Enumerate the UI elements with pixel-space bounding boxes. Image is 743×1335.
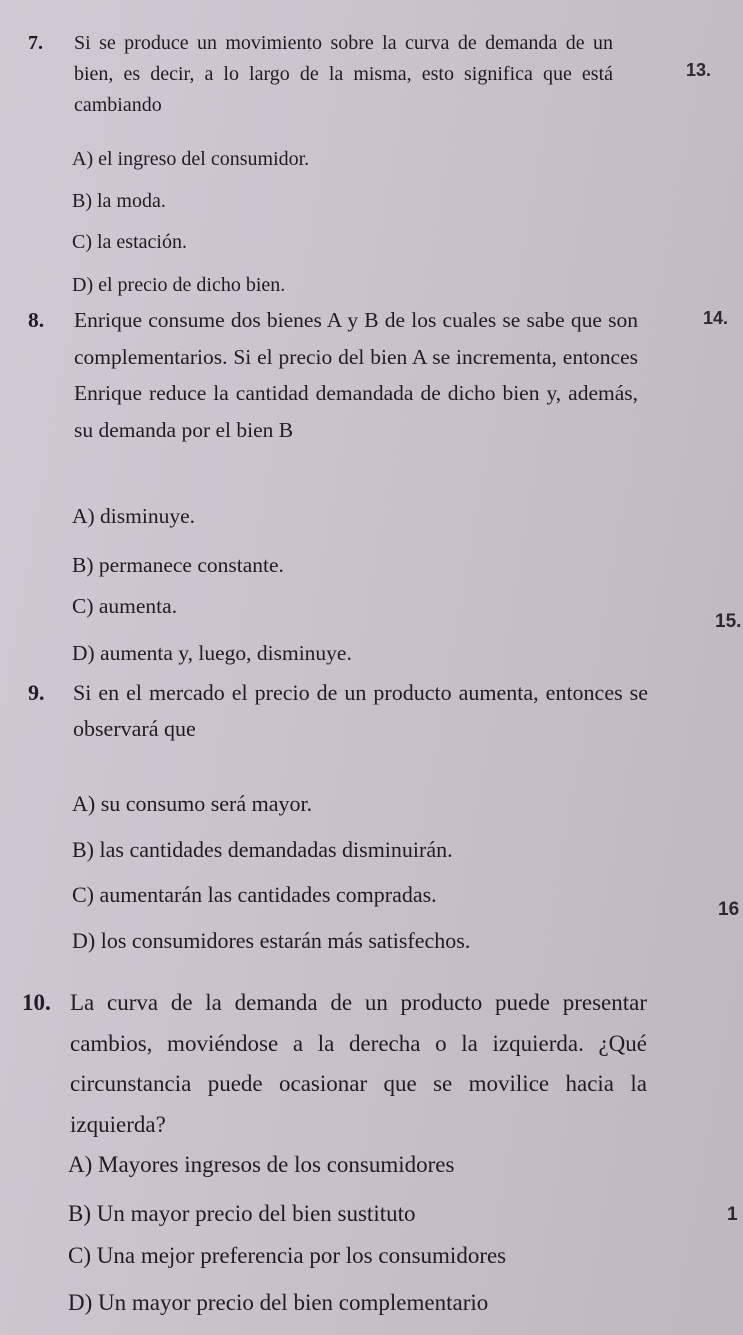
question-8-stem [28, 302, 638, 448]
question-9-option-b: B) las cantidades demandadas disminuirán. [72, 837, 453, 862]
question-7-option-c: C) la estación. [72, 231, 187, 253]
question-9-option-d: D) los consumidores estarán más satisfechos. [72, 928, 471, 953]
question-9-text: Si en el mercado el precio de un producto aumenta, entonces se observará que [73, 680, 648, 741]
margin-number-16: 16 [718, 899, 740, 920]
question-9-number: 9. [28, 680, 45, 705]
question-8-option-a: A) disminuye. [72, 504, 196, 528]
question-9 [28, 675, 648, 747]
question-7-text: Si se produce un movimiento sobre la curva de demanda de un bien, es decir, a lo largo de la misma, esto significa que está cambiando [74, 32, 613, 116]
question-7-number: 7. [28, 32, 43, 54]
question-7-option-b: B) la moda. [72, 190, 166, 212]
question-8-option-c: C) aumenta. [72, 594, 178, 618]
question-10-option-a: A) Mayores ingresos de los consumidores [68, 1152, 455, 1177]
question-8 [28, 302, 638, 448]
question-9-option-a: A) su consumo será mayor. [72, 791, 313, 816]
margin-number-15: 15. [715, 611, 742, 632]
question-8-number: 8. [28, 308, 45, 332]
question-7-option-a: A) el ingreso del consumidor. [72, 148, 310, 170]
question-7-stem [28, 28, 613, 121]
question-10-number: 10. [22, 990, 51, 1015]
margin-number-17: 1 [727, 1204, 738, 1225]
question-10-option-d: D) Un mayor precio del bien complementario [68, 1290, 489, 1315]
margin-number-13: 13. [686, 60, 712, 80]
question-8-option-b: B) permanece constante. [72, 553, 284, 577]
question-9-option-c: C) aumentarán las cantidades compradas. [72, 882, 437, 907]
question-10-option-b: B) Un mayor precio del bien sustituto [68, 1201, 416, 1226]
question-10-stem [22, 983, 647, 1145]
question-8-text: Enrique consume dos bienes A y B de los cuales se sabe que son complementarios. Si el precio del bien A se incrementa, entonces Enrique reduce la cantidad demandada de dicho bien y, además, su demanda por el bien B [74, 308, 638, 442]
question-10-option-c: C) Una mejor preferencia por los consumidores [68, 1243, 507, 1268]
question-8-option-d: D) aumenta y, luego, disminuye. [72, 641, 352, 665]
question-10 [22, 983, 647, 1145]
question-10-text: La curva de la demanda de un producto puede presentar cambios, moviéndose a la derecha o la izquierda. ¿Qué circunstancia puede ocasionar que se movilice hacia la izquierda? [70, 990, 647, 1137]
question-9-stem [28, 675, 648, 747]
question-7-option-d: D) el precio de dicho bien. [72, 274, 286, 296]
margin-number-14: 14. [703, 308, 729, 328]
question-7 [28, 28, 613, 121]
